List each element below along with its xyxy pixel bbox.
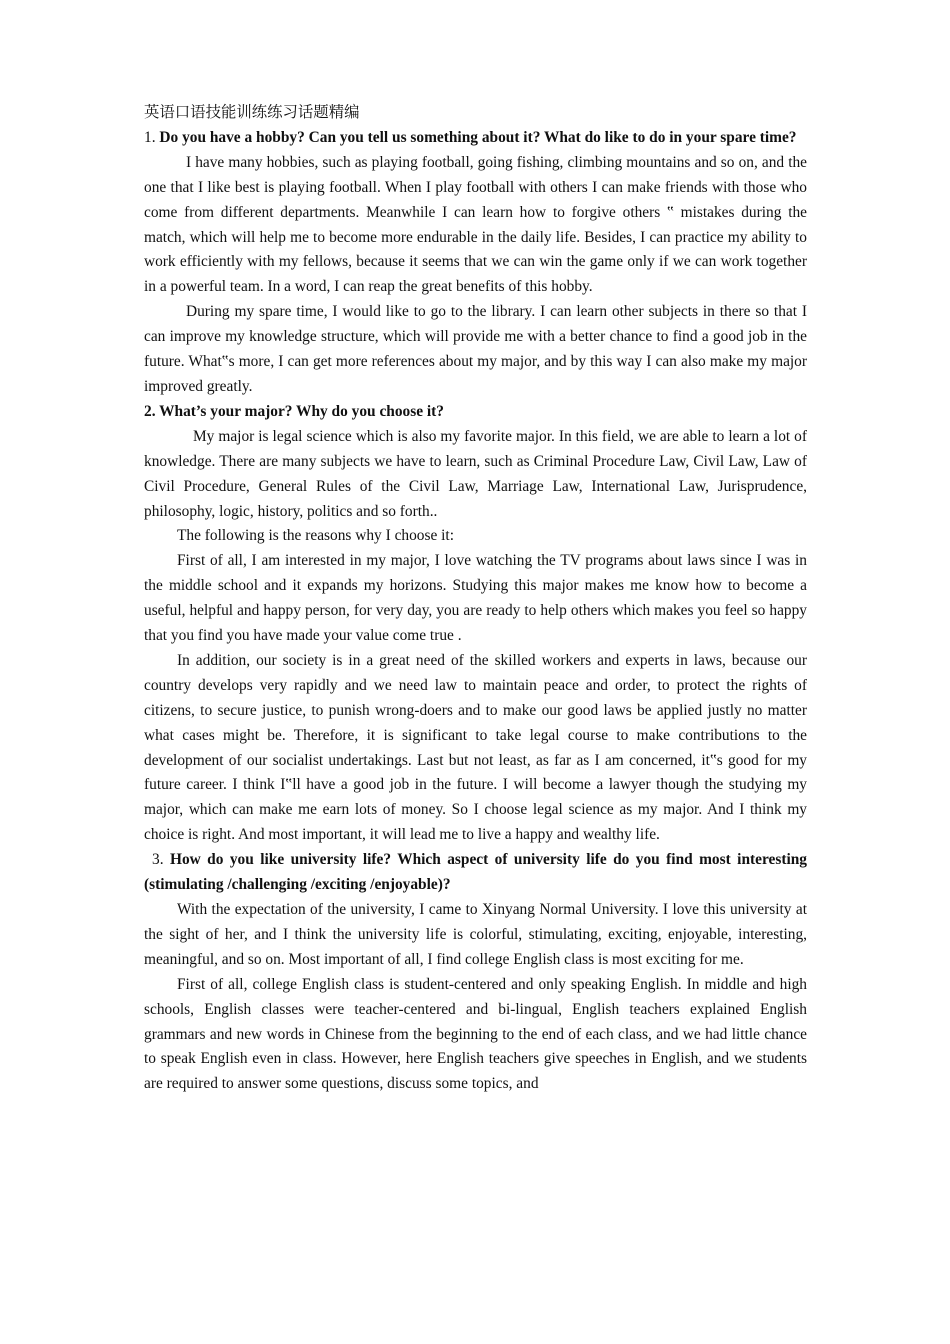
answer-3-paragraph-2: First of all, college English class is student-centered and only speaking English. In middle and high schools, English classes were teacher-centered and bi-lingual, English teachers explained English grammars and new words in Chinese from the beginning to the end of each class, and we had little chance to speak English even in class. However, here English teachers give speeches in English, and we students are required to answer some questions, discuss some topics, and bbox=[144, 975, 807, 1093]
question-3-text: How do you like university life? Which aspect of university life do you find most interesting (stimulating /challenging /exciting /enjoyable)? bbox=[144, 851, 807, 894]
question-1-number: 1. bbox=[144, 128, 156, 146]
answer-3-paragraph-1: With the expectation of the university, I came to Xinyang Normal University. I love this university at the sight of her, and I think the university life is colorful, stimulating, exciting, enjoyable, interesting, meaningful, and so on. Most important of all, I find college English class is most exciting for me. bbox=[144, 901, 807, 968]
answer-2-paragraph-4: In addition, our society is in a great need of the skilled workers and experts in laws, because our country develops very rapidly and we need law to maintain peace and order, to protect the rights of citizens, to secure justice, to punish wrong-doers and to make our good laws be applied justly no matter what cases might be. Therefore, it is significant to take legal course to make contributions to the development of our socialist undertakings. Last but not least, as far as I am concerned, it‟s good for my future career. I think I‟ll have a good job in the future. I will become a lawyer though the studying my major, which can make me earn lots of money. So I choose legal science as my major. And I think my choice is right. And most important, it will lead me to live a happy and wealthy life. bbox=[144, 651, 807, 844]
question-1-text: Do you have a hobby? Can you tell us something about it? What do like to do in your spare time? bbox=[159, 128, 797, 146]
question-3 bbox=[144, 848, 807, 898]
document-title: 英语口语技能训练练习话题精编 bbox=[144, 104, 360, 121]
answer-2-paragraph-2: The following is the reasons why I choose it: bbox=[177, 527, 454, 545]
answer-1-paragraph-2: During my spare time, I would like to go to the library. I can learn other subjects in there so that I can improve my knowledge structure, which will provide me with a better chance to find a good job in the future. What‟s more, I can get more references about my major, and by this way I can also make my major improved greatly. bbox=[144, 303, 807, 395]
answer-2-paragraph-1: My major is legal science which is also my favorite major. In this field, we are able to learn a lot of knowledge. There are many subjects we have to learn, such as Criminal Procedure Law, Civil Law, Law of Civil Procedure, General Rules of the Civil Law, Marriage Law, International Law, Jurisprudence, philosophy, logic, history, politics and so forth.. bbox=[144, 427, 807, 520]
question-3-number: 3. bbox=[152, 851, 164, 869]
answer-2-paragraph-3: First of all, I am interested in my major, I love watching the TV programs about laws since I was in the middle school and it expands my horizons. Studying this major makes me know how to become a useful, helpful and happy person, for very day, you are ready to help others which makes you feel so happy that you find you have made your value come true . bbox=[144, 552, 807, 645]
document-body bbox=[144, 101, 807, 1097]
answer-1-paragraph-1: I have many hobbies, such as playing football, going fishing, climbing mountains and so on, and the one that I like best is playing football. When I play football with others I can make friends with those who come from different departments. Meanwhile I can learn how to forgive others ‟ mistakes during the match, which will help me to become more endurable in the daily life. Besides, I can practice my ability to work efficiently with my fellows, because it seems that we can win the game only if we can work together in a powerful team. In a word, I can reap the great benefits of this hobby. bbox=[144, 153, 807, 296]
question-1 bbox=[144, 126, 807, 151]
question-2: 2. What’s your major? Why do you choose it? bbox=[144, 402, 444, 420]
